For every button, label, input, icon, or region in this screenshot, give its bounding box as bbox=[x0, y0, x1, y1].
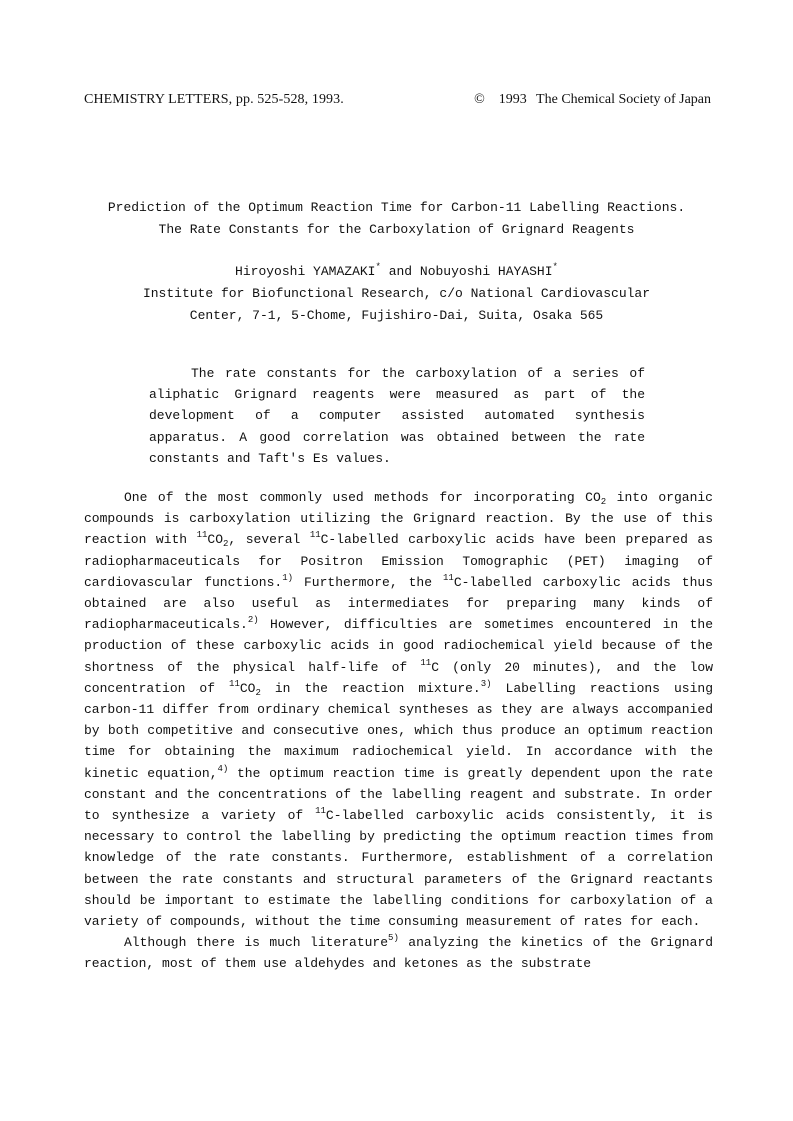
author-1: Hiroyoshi YAMAZAKI bbox=[235, 264, 376, 279]
superscript: 11 bbox=[196, 530, 208, 541]
author-2-mark: * bbox=[552, 262, 558, 272]
author-1-mark: * bbox=[375, 262, 381, 272]
affiliation-line-2: Center, 7-1, 5-Chome, Fujishiro-Dai, Suita, Osaka 565 bbox=[189, 308, 604, 323]
subscript: 2 bbox=[255, 687, 261, 698]
reference-mark: 2) bbox=[247, 615, 259, 626]
abstract-text: The rate constants for the carboxylation of a series of aliphatic Grignard reagents were measured as part of the development of a computer assisted automated synthesis apparatus. A good correlation was obtained between the rate constants and Taft's Es values. bbox=[149, 366, 645, 466]
superscript: 11 bbox=[309, 530, 321, 541]
text-run: C (only 20 minutes), and the low concentration of bbox=[84, 659, 714, 696]
text-run: into organic compounds is carboxylation utilizing the Grignard reaction. By the use of this reaction with bbox=[84, 490, 713, 548]
text-run: C-labelled carboxylic acids thus obtained are also useful as intermediates for preparing many kinds of radiopharmaceuticals. bbox=[84, 574, 713, 633]
journal-citation: CHEMISTRY LETTERS, pp. 525-528, 1993. bbox=[84, 92, 344, 107]
text-run: the optimum reaction time is greatly dependent upon the rate constant and the concentrations of the labelling reagent and substrate. In order to synthesize a variety of bbox=[84, 765, 713, 824]
superscript: 11 bbox=[315, 806, 326, 817]
copyright-line bbox=[474, 92, 711, 108]
reference-mark: 3) bbox=[480, 678, 492, 689]
text-run: However, difficulties are sometimes encountered in the production of these carboxylic acids in good radiochemical yield because of the shortness of the physical half-life of bbox=[84, 617, 713, 675]
text-run: CO bbox=[239, 680, 256, 696]
author-2: Nobuyoshi HAYASHI bbox=[419, 264, 553, 279]
text-run: analyzing the kinetics of the Grignard reaction, most of them use aldehydes and ketones as the substrate bbox=[84, 935, 713, 972]
title-line-2: The Rate Constants for the Carboxylation of Grignard Reagents bbox=[158, 222, 635, 237]
copyright-symbol: © bbox=[474, 92, 485, 107]
abstract bbox=[149, 363, 645, 469]
superscript: 11 bbox=[420, 657, 432, 668]
reference-mark: 4) bbox=[217, 763, 229, 774]
text-run: Although there is much literature bbox=[124, 935, 389, 951]
superscript: 11 bbox=[443, 572, 454, 583]
affiliation-line-1: Institute for Biofunctional Research, c/o National Cardiovascular bbox=[142, 286, 651, 301]
reference-mark: 1) bbox=[282, 572, 294, 583]
text-run: C-labelled carboxylic acids consistently, it is necessary to control the labelling by predicting the optimum reaction times from knowledge of the rate constants. Furthermore, establishment of a correlation between the rate constants and structural parameters of the Grignard reactants should be important to estimate the labelling conditions for carboxylation of a variety of compounds, without the time consuming measurement of rates for each. bbox=[84, 808, 713, 930]
copyright-year: 1993 bbox=[498, 92, 527, 107]
text-run: Furthermore, the bbox=[293, 574, 443, 590]
subscript: 2 bbox=[223, 539, 229, 550]
text-run: , several bbox=[228, 532, 310, 548]
body-text bbox=[84, 487, 713, 975]
title-line-1: Prediction of the Optimum Reaction Time for Carbon-11 Labelling Reactions. bbox=[107, 200, 686, 215]
paragraph-2 bbox=[84, 932, 713, 974]
text-run: Labelling reactions using carbon-11 differ from ordinary chemical syntheses as they are always accompanied by both competitive and consecutive ones, which thus produce an optimum reaction time for obtaining the maximum radiochemical yield. In accordance with the kinetic equation, bbox=[84, 680, 713, 781]
publisher-name: The Chemical Society of Japan bbox=[536, 92, 711, 107]
text-run: CO bbox=[207, 532, 224, 548]
reference-mark: 5) bbox=[388, 933, 399, 944]
text-run: One of the most commonly used methods for incorporating CO bbox=[124, 490, 601, 505]
author-block bbox=[0, 261, 793, 327]
text-run: in the reaction mixture. bbox=[260, 680, 481, 696]
paper-title bbox=[0, 197, 793, 241]
subscript: 2 bbox=[600, 497, 607, 507]
paragraph-1 bbox=[84, 487, 713, 932]
author-conjunction: and bbox=[380, 264, 420, 279]
superscript: 11 bbox=[229, 678, 240, 689]
author-names bbox=[0, 261, 793, 283]
text-run: C-labelled carboxylic acids have been prepared as radiopharmaceuticals for Positron Emission Tomographic (PET) imaging of cardiovascular functions. bbox=[84, 532, 714, 590]
